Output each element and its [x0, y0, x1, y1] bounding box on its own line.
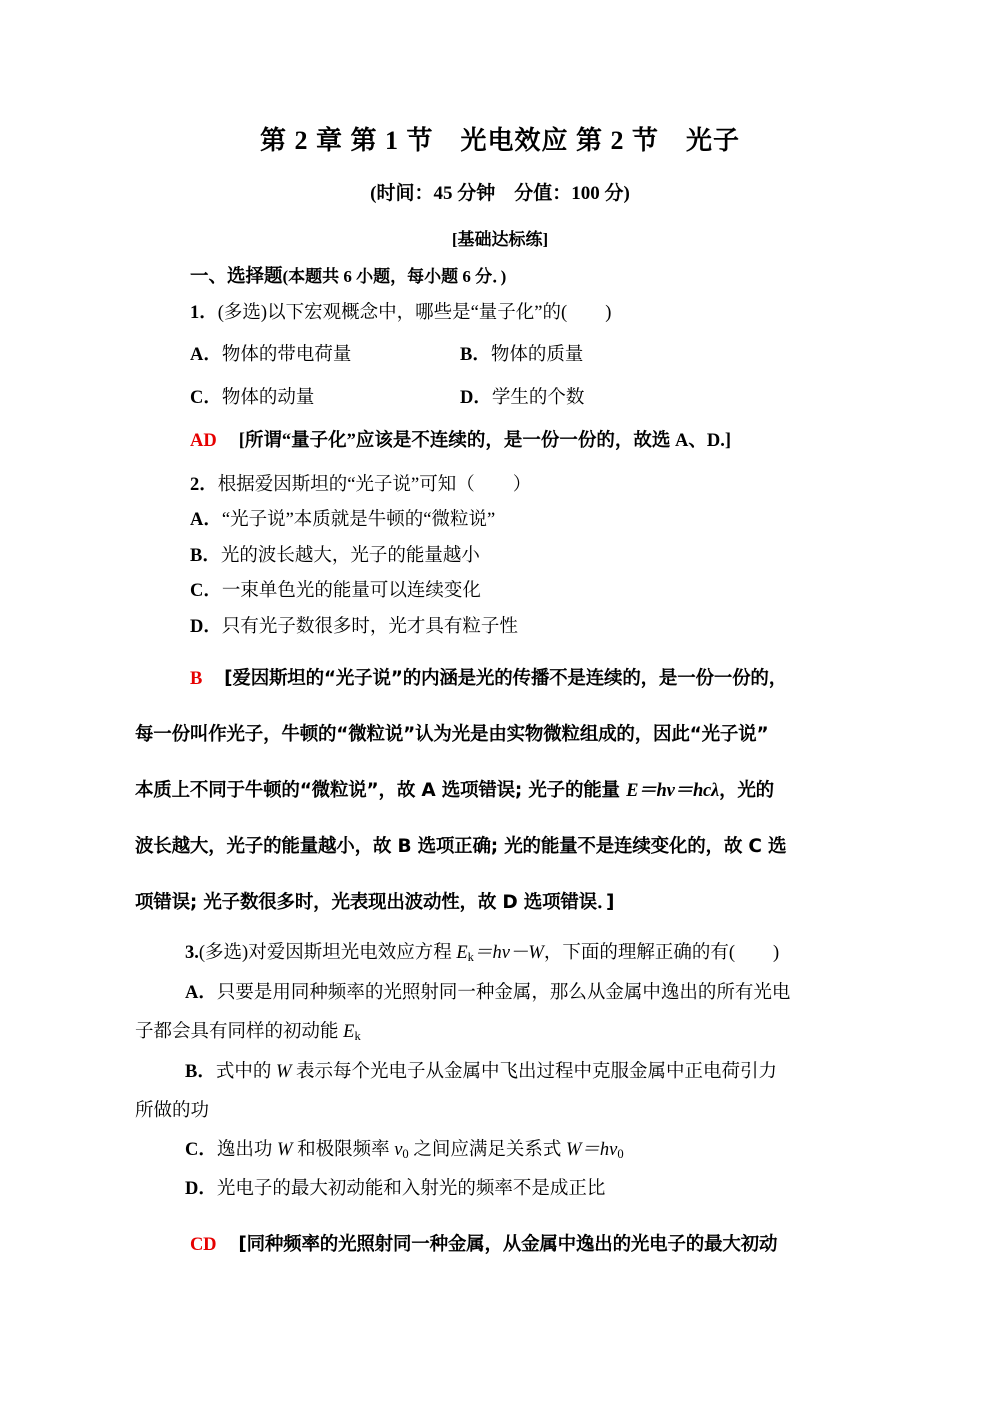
question-3-option-a-wrap [135, 1017, 875, 1044]
question-3-option-c[interactable] [135, 1135, 875, 1162]
question-2-text: 根据爱因斯坦的“光子说”可知（ [217, 474, 475, 495]
question-1-stem [135, 304, 875, 323]
question-2-explanation-line-2: 每一份叫作光子，牛顿的“微粒说”认为光是由实物微粒组成的，因此“光子说” [135, 724, 769, 745]
question-1-option-a[interactable] [190, 340, 460, 366]
option-a-text: 物体的带电荷量 [221, 344, 352, 365]
question-3-option-a[interactable] [135, 978, 875, 1004]
option-d-label: D． [460, 387, 492, 408]
work-function-symbol: W [275, 1061, 292, 1082]
photon-energy-formula: E＝hv＝hcλ [626, 781, 720, 801]
option-c-text-pre: 逸出功 [216, 1139, 278, 1160]
kinetic-energy-symbol: $E_k$ [343, 1021, 361, 1043]
question-1-options-row-1 [135, 340, 875, 366]
part-heading [135, 262, 875, 288]
question-3-answer-block [135, 1230, 875, 1256]
option-c-text: 物体的动量 [221, 387, 315, 408]
exam-time-score-subtitle: (时间：45 分钟 分值：100 分) [370, 183, 630, 204]
question-2-stem-tail: ） [512, 474, 532, 495]
question-2-answer: B [190, 669, 203, 689]
question-3-explanation-line-1: [同种频率的光照射同一种金属，从金属中逸出的光电子的最大初动 [238, 1234, 778, 1256]
question-3-stem-tail: ) [773, 943, 780, 963]
question-1-options-row-2 [135, 383, 875, 409]
option-b-text: 光的波长越大，光子的能量越小 [220, 545, 480, 566]
question-3-text-pre: 对爱因斯坦光电效应方程 [248, 943, 457, 963]
threshold-frequency-symbol: $v_0$ [394, 1139, 409, 1161]
option-a-label: A． [190, 510, 222, 530]
question-1-stem-tail: ) [605, 303, 612, 323]
option-a-label: A． [190, 344, 222, 365]
question-2-option-a[interactable] [135, 511, 875, 530]
option-b-text: 物体的质量 [490, 344, 584, 365]
question-1-text: 以下宏观概念中，哪些是“量子化”的( [267, 303, 568, 323]
option-d-text: 只有光子数很多时，光才具有粒子性 [221, 616, 518, 637]
option-a-wrap-text: 子都会具有同样的初动能 [135, 1021, 344, 1042]
question-2-explanation-line-3-text: 本质上不同于牛顿的“微粒说”，故 A 选项错误; 光子的能量 [135, 780, 627, 801]
question-3-stem [135, 938, 875, 965]
question-3-option-b[interactable] [135, 1057, 875, 1083]
question-2-explanation-line-3 [135, 776, 875, 802]
question-2-number: 2． [190, 474, 218, 495]
question-3-option-d[interactable] [135, 1174, 875, 1200]
work-function-symbol: W [277, 1139, 293, 1160]
question-2-option-d[interactable] [135, 618, 875, 637]
question-2-explanation-line-1: [爱因斯坦的“光子说”的内涵是光的传播不是连续的，是一份一份的， [224, 668, 788, 689]
option-c-text: 一束单色光的能量可以连续变化 [221, 581, 481, 601]
question-3-number: 3. [185, 943, 199, 963]
part-heading-label: 一、选择题 [190, 267, 283, 287]
option-b-label: B． [185, 1061, 216, 1082]
document-body [135, 262, 875, 1256]
option-c-text-post: 之间应满足关系式 [408, 1139, 566, 1160]
question-1-answer: AD [190, 430, 217, 451]
option-c-label: C． [190, 581, 222, 601]
option-d-text: 学生的个数 [491, 387, 585, 408]
option-a-text: 只要是用同种频率的光照射同一种金属，那么从金属中逸出的所有光电 [216, 982, 791, 1003]
question-1-option-b[interactable] [460, 340, 730, 366]
section-tag: [基础达标练] [451, 230, 549, 249]
option-c-label: C． [185, 1139, 217, 1160]
question-1-number: 1． [190, 303, 218, 323]
question-2-answer-block [135, 664, 875, 690]
question-1-explanation: [所谓“量子化”应该是不连续的，是一份一份的，故选 A、D.] [238, 430, 732, 451]
question-1-tag: (多选) [217, 303, 268, 323]
option-b-label: B． [190, 545, 221, 566]
question-1-answer-block [135, 426, 875, 452]
option-b-text-pre: 式中的 [215, 1061, 276, 1082]
option-d-text: 光电子的最大初动能和入射光的频率不是成正比 [216, 1179, 606, 1200]
question-2-stem [135, 476, 875, 495]
option-c-text-mid: 和极限频率 [292, 1139, 395, 1160]
question-1-option-c[interactable] [190, 383, 460, 409]
question-2-option-c[interactable] [135, 582, 875, 601]
part-heading-detail: (本题共 6 小题，每小题 6 分．) [282, 267, 507, 286]
question-2-explanation-line-4: 波长越大，光子的能量越小，故 B 选项正确; 光的能量不是连续变化的，故 C 选 [135, 836, 787, 857]
work-function-relation-formula: $W=hv_0$ [565, 1139, 624, 1161]
question-2-explanation-line-5: 项错误; 光子数很多时，光表现出波动性，故 D 选项错误．] [135, 892, 615, 913]
question-3-option-b-wrap: 所做的功 [135, 1100, 210, 1121]
page-title: 第 2 章 第 1 节 光电效应 第 2 节 光子 [259, 126, 740, 155]
option-a-text: “光子说”本质就是牛顿的“微粒说” [221, 510, 496, 530]
option-c-label: C． [190, 387, 222, 408]
question-1-option-d[interactable] [460, 383, 730, 409]
option-b-label: B． [460, 344, 491, 365]
question-3-tag: (多选) [198, 943, 249, 963]
einstein-photoelectric-equation: $E_k=hv-W$ [456, 943, 544, 964]
question-3-text-post: ，下面的理解正确的有( [543, 943, 735, 963]
question-2-option-b[interactable] [135, 547, 875, 566]
option-a-label: A． [185, 982, 217, 1003]
option-d-label: D． [190, 616, 222, 637]
option-d-label: D． [185, 1179, 217, 1200]
option-b-text-post: 表示每个光电子从金属中飞出过程中克服金属中正电荷引力 [291, 1061, 778, 1082]
question-3-answer: CD [190, 1235, 217, 1256]
question-2-explanation-line-3-tail: ，光的 [719, 780, 774, 801]
